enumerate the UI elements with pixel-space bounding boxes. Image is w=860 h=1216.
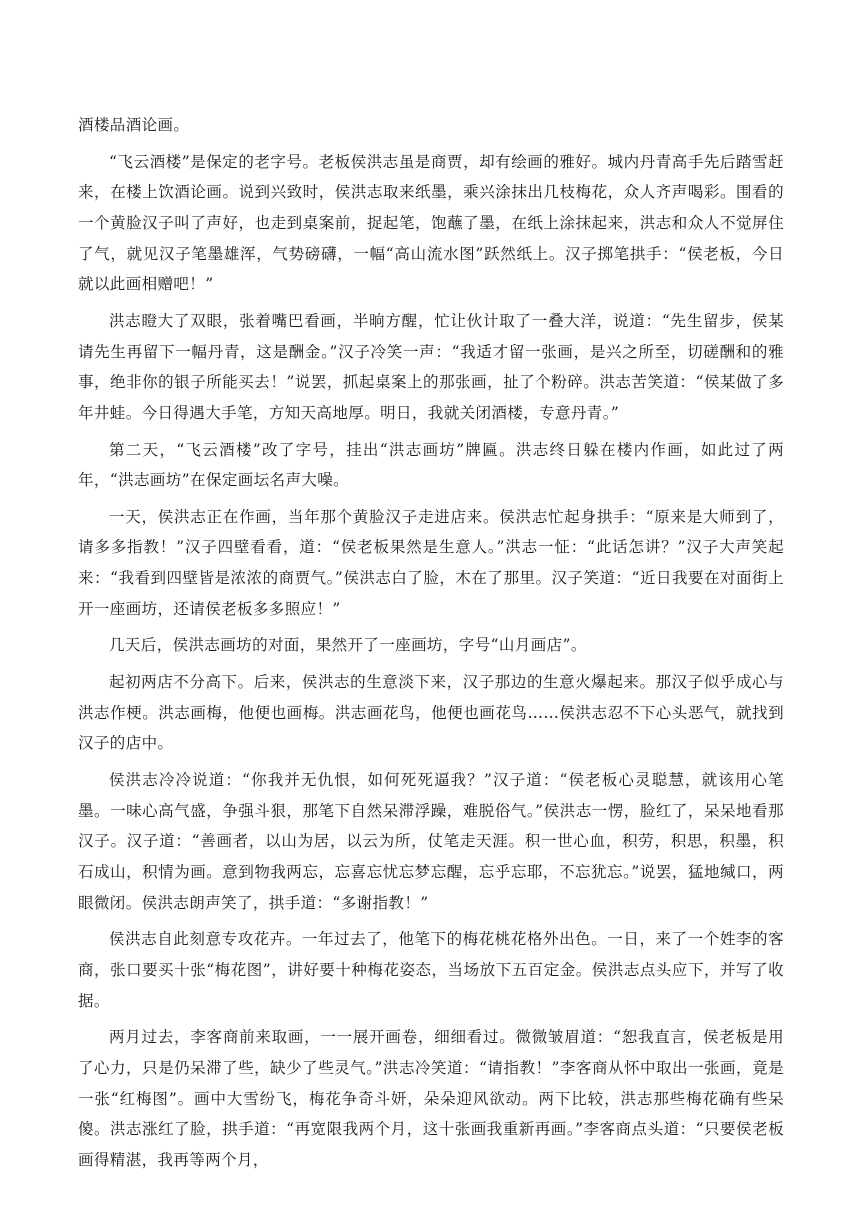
paragraph: 两月过去，李客商前来取画，一一展开画卷，细细看过。微微皱眉道：“恕我直言，侯老板是用了心力，只是仍呆滞了些，缺少了些灵气。”洪志冷笑道：“请指教！”李客商从怀中取出一张画，竟是一张“红梅图”。画中大雪纷飞，梅花争奇斗妍，朵朵迎风欲动。两下比较，洪志那些梅花确有些呆傻。洪志涨红了脸，拱手道：“再宽限我两个月，这十张画我重新再画。”李客商点头道：“只要侯老板画得精湛，我再等两个月， [78, 1028, 784, 1169]
paragraph: 侯洪志冷冷说道：“你我并无仇恨，如何死死逼我？”汉子道：“侯老板心灵聪慧，就该用心笔墨。一味心高气盛，争强斗狠，那笔下自然呆滞浮躁，难脱俗气。”侯洪志一愣，脸红了，呆呆地看那汉子。汉子道：“善画者，以山为居，以云为所，仗笔走天涯。积一世心血，积劳，积思，积墨，积石成山，积情为画。意到物我两忘，忘喜忘忧忘梦忘醒，忘乎忘耶，不忘犹忘。”说罢，猛地缄口，两眼微闭。侯洪志朗声笑了，拱手道：“多谢指教！” [78, 771, 784, 912]
paragraph: 一天，侯洪志正在作画，当年那个黄脸汉子走进店来。侯洪志忙起身拱手：“原来是大师到了，请多多指教！”汉子四壁看看，道：“侯老板果然是生意人。”洪志一怔：“此话怎讲？”汉子大声笑起来：“我看到四壁皆是浓浓的商贾气。”侯洪志白了脸，木在了那里。汉子笑道：“近日我要在对面街上开一座画坊，还请侯老板多多照应！” [78, 507, 784, 618]
paragraph: “飞云酒楼”是保定的老字号。老板侯洪志虽是商贾，却有绘画的雅好。城内丹青高手先后踏雪赶来，在楼上饮酒论画。说到兴致时，侯洪志取来纸墨，乘兴涂抹出几枝梅花，众人齐声喝彩。围看的一个黄脸汉子叫了声好，也走到桌案前，捉起笔，饱蘸了墨，在纸上涂抹起来，洪志和众人不觉屏住了气，就见汉子笔墨雄浑，气势磅礴，一幅“高山流水图”跃然纸上。汉子掷笔拱手：“侯老板，今日就以此画相赠吧！” [78, 152, 784, 294]
paragraph: 侯洪志自此刻意专攻花卉。一年过去了，他笔下的梅花桃花格外出色。一日，来了一个姓李的客商，张口要买十张“梅花图”，讲好要十种梅花姿态，当场放下五百定金。侯洪志点头应下，并写了收据。 [78, 930, 784, 1010]
paragraph: 起初两店不分高下。后来，侯洪志的生意淡下来，汉子那边的生意火爆起来。那汉子似乎成心与洪志作梗。洪志画梅，他便也画梅。洪志画花鸟，他便也画花鸟……侯洪志忍不下心头恶气，就找到汉子的店中。 [78, 673, 784, 753]
paragraph: 第二天，“飞云酒楼”改了字号，挂出“洪志画坊”牌匾。洪志终日躲在楼内作画，如此过了两年，“洪志画坊”在保定画坛名声大噪。 [78, 440, 784, 490]
document-body [78, 110, 784, 1181]
paragraph: 洪志瞪大了双眼，张着嘴巴看画，半晌方醒，忙让伙计取了一叠大洋，说道：“先生留步，侯某请先生再留下一幅丹青，这是酬金。”汉子冷笑一声：“我适才留一张画，是兴之所至，切磋酬和的雅事，绝非你的银子所能买去！”说罢，抓起桌案上的那张画，扯了个粉碎。洪志苦笑道：“侯某做了多年井蛙。今日得遇大手笔，方知天高地厚。明日，我就关闭酒楼，专意丹青。” [78, 311, 784, 422]
paragraph: 酒楼品酒论画。 [78, 116, 190, 134]
paragraph: 几天后，侯洪志画坊的对面，果然开了一座画坊，字号“山月画店”。 [109, 636, 587, 655]
